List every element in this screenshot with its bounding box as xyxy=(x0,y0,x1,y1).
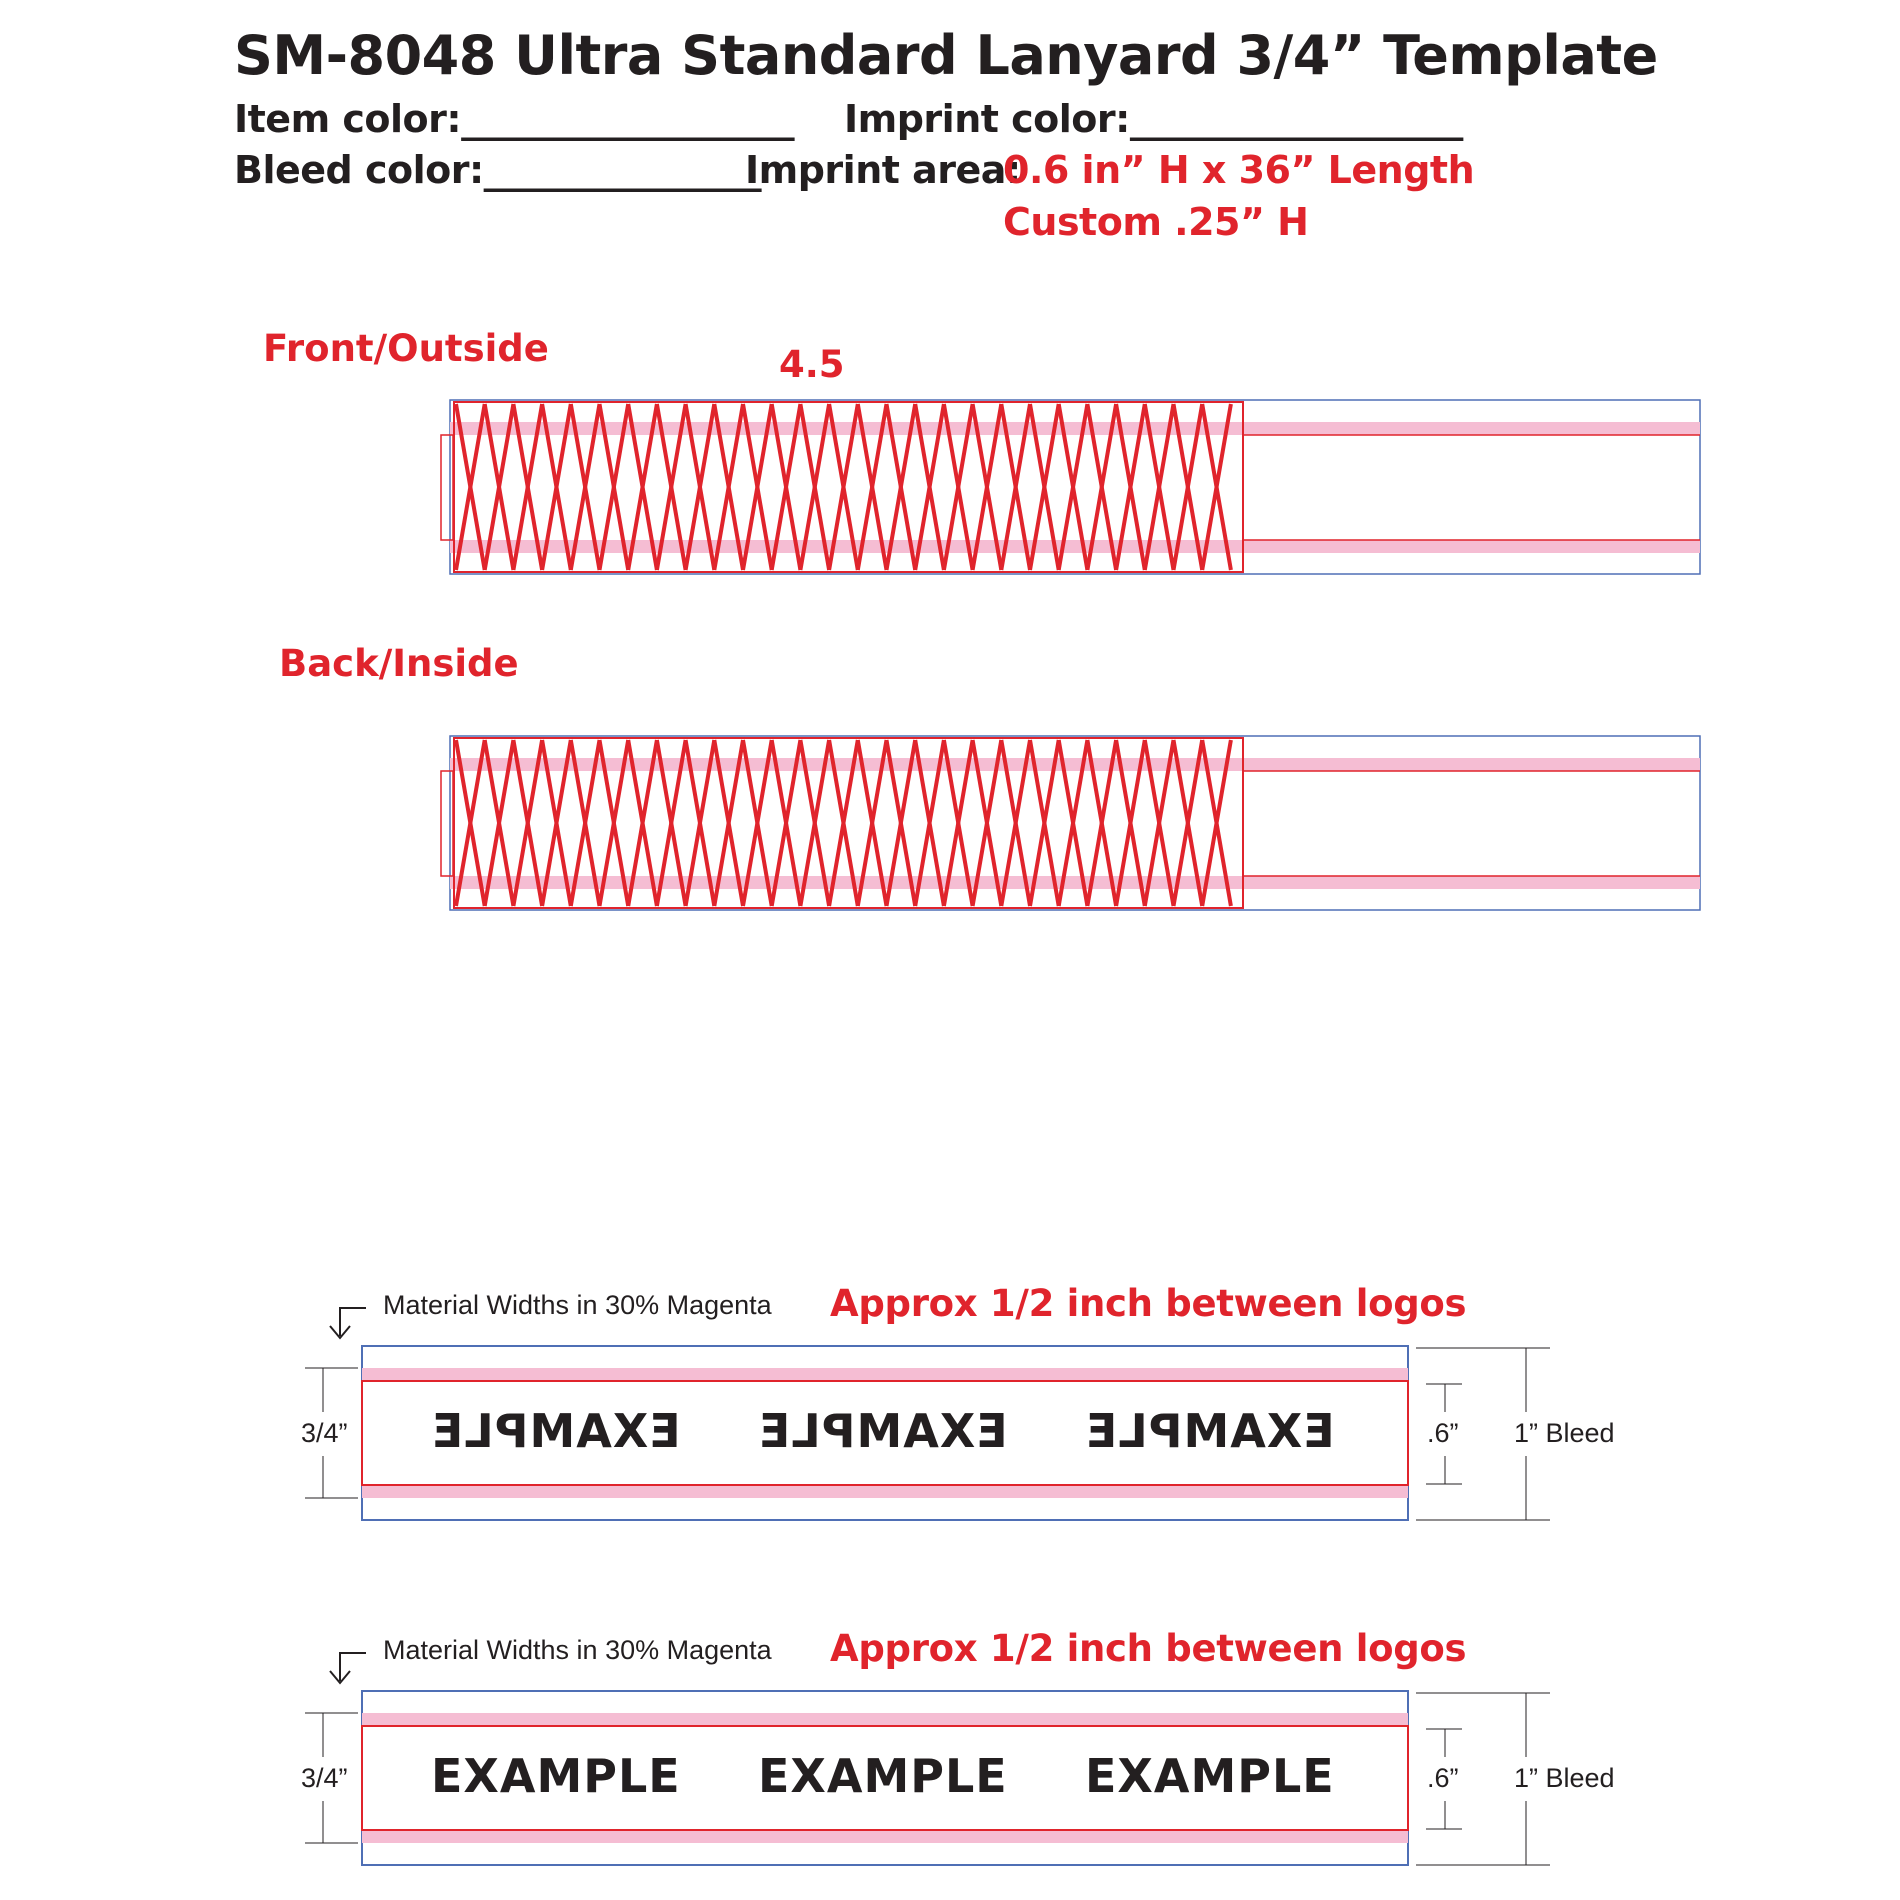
example-logo-mirrored: EXAMPLE xyxy=(758,1404,1008,1458)
bleed-color-field: Bleed color:_______________ xyxy=(234,148,762,192)
material-note: Material Widths in 30% Magenta xyxy=(383,1635,772,1665)
imprint-color-field: Imprint color:__________________ xyxy=(844,97,1463,141)
magenta-band-bottom xyxy=(362,1830,1408,1843)
example-logo: EXAMPLE xyxy=(1085,1749,1335,1803)
example-logo-mirrored: EXAMPLE xyxy=(1085,1404,1335,1458)
imprint-area-custom: Custom .25” H xyxy=(1003,200,1309,244)
example-logo-mirrored: EXAMPLE xyxy=(431,1404,681,1458)
material-note: Material Widths in 30% Magenta xyxy=(383,1290,772,1320)
width-dimension-label: 3/4” xyxy=(301,1763,348,1793)
page-title: SM-8048 Ultra Standard Lanyard 3/4” Template xyxy=(234,24,1658,87)
approx-note: Approx 1/2 inch between logos xyxy=(830,1627,1467,1670)
magenta-band-bottom xyxy=(362,1485,1408,1498)
imprint-dimension-label: .6” xyxy=(1427,1763,1459,1793)
imprint-area-label: Imprint area: xyxy=(745,148,1021,192)
front-dimension-label: 4.5 xyxy=(779,343,845,386)
example-logo: EXAMPLE xyxy=(431,1749,681,1803)
back-inside-label: Back/Inside xyxy=(279,642,519,685)
bleed-dimension-label: 1” Bleed xyxy=(1514,1418,1615,1448)
front-lanyard-strip xyxy=(441,400,1700,574)
item-color-field: Item color:__________________ xyxy=(234,97,795,141)
back-magenta-bottom xyxy=(450,876,1700,889)
imprint-dimension-label: .6” xyxy=(1427,1418,1459,1448)
magenta-band-top xyxy=(362,1713,1408,1726)
back-lanyard-strip xyxy=(441,736,1700,910)
width-dimension-label: 3/4” xyxy=(301,1418,348,1448)
front-magenta-bottom xyxy=(450,540,1700,553)
example-logo: EXAMPLE xyxy=(758,1749,1008,1803)
approx-note: Approx 1/2 inch between logos xyxy=(830,1282,1467,1325)
back-end-tab xyxy=(441,771,453,876)
back-magenta-top xyxy=(450,758,1700,771)
front-outside-label: Front/Outside xyxy=(263,327,549,370)
front-magenta-top xyxy=(450,422,1700,435)
front-end-tab xyxy=(441,435,453,540)
imprint-area-value: 0.6 in” H x 36” Length xyxy=(1003,148,1475,192)
magenta-band-top xyxy=(362,1368,1408,1381)
bleed-dimension-label: 1” Bleed xyxy=(1514,1763,1615,1793)
